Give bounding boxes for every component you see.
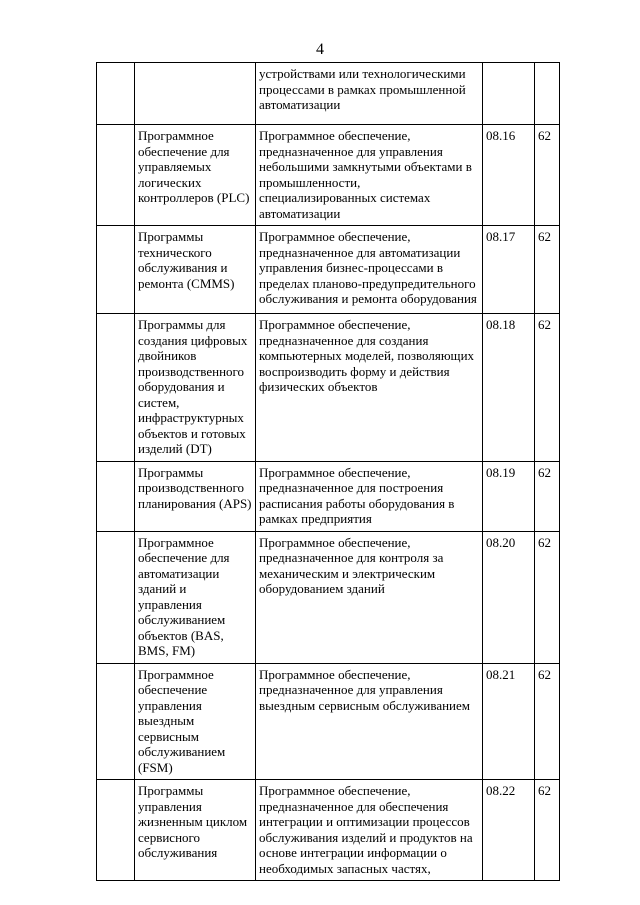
index-cell [97,531,135,663]
software-name-cell: Программы производственного планирования (APS) [135,461,256,531]
software-name-cell: Программы управления жизненным циклом сервисного обслуживания [135,780,256,881]
okved-code-cell: 62 [535,314,560,462]
okved-code-cell: 62 [535,461,560,531]
software-description-cell: Программное обеспечение, предназначенное для обеспечения интеграции и оптимизации процессов обслуживания изделий и продуктов на основе интеграции информации о необходимых запасных частях, [256,780,483,881]
software-classification-table [96,62,560,881]
okved-code-cell: 62 [535,226,560,314]
software-description-cell: Программное обеспечение, предназначенное для создания компьютерных моделей, позволяющих воспроизводить форму и действия физических объектов [256,314,483,462]
index-cell [97,461,135,531]
software-name-cell: Программное обеспечение управления выездным сервисным обслуживанием (FSM) [135,663,256,780]
table-row [97,314,560,462]
index-cell [97,314,135,462]
okved-code-cell: 62 [535,780,560,881]
index-cell [97,663,135,780]
software-description-cell: Программное обеспечение, предназначенное для управления небольшими замкнутыми объектами в промышленности, специализированных системах автоматизации [256,125,483,226]
table-row [97,63,560,125]
table-row [97,461,560,531]
software-name-cell [135,63,256,125]
table-row [97,125,560,226]
class-code-cell: 08.16 [483,125,535,226]
software-description-cell: Программное обеспечение, предназначенное для автоматизации управления бизнес-процессами в пределах планово-предупредительного обслуживания и ремонта оборудования [256,226,483,314]
index-cell [97,125,135,226]
okved-code-cell: 62 [535,531,560,663]
software-name-cell: Программное обеспечение для автоматизации зданий и управления обслуживанием объектов (BAS, BMS, FM) [135,531,256,663]
class-code-cell: 08.19 [483,461,535,531]
class-code-cell: 08.18 [483,314,535,462]
table-row [97,531,560,663]
index-cell [97,226,135,314]
software-name-cell: Программы технического обслуживания и ремонта (CMMS) [135,226,256,314]
class-code-cell [483,63,535,125]
software-description-cell: Программное обеспечение, предназначенное для управления выездным сервисным обслуживанием [256,663,483,780]
table-row [97,780,560,881]
software-description-cell: Программное обеспечение, предназначенное для контроля за механическим и электрическим оборудованием зданий [256,531,483,663]
page-number: 4 [316,41,324,58]
table-row [97,663,560,780]
software-description-cell: Программное обеспечение, предназначенное для построения расписания работы оборудования в рамках предприятия [256,461,483,531]
okved-code-cell [535,63,560,125]
index-cell [97,63,135,125]
okved-code-cell: 62 [535,125,560,226]
table-row [97,226,560,314]
okved-code-cell: 62 [535,663,560,780]
software-name-cell: Программы для создания цифровых двойников производственного оборудования и систем, инфраструктурных объектов и готовых изделий (DT) [135,314,256,462]
software-description-cell: устройствами или технологическими процессами в рамках промышленной автоматизации [256,63,483,125]
class-code-cell: 08.20 [483,531,535,663]
class-code-cell: 08.21 [483,663,535,780]
index-cell [97,780,135,881]
class-code-cell: 08.17 [483,226,535,314]
class-code-cell: 08.22 [483,780,535,881]
software-name-cell: Программное обеспечение для управляемых логических контроллеров (PLC) [135,125,256,226]
